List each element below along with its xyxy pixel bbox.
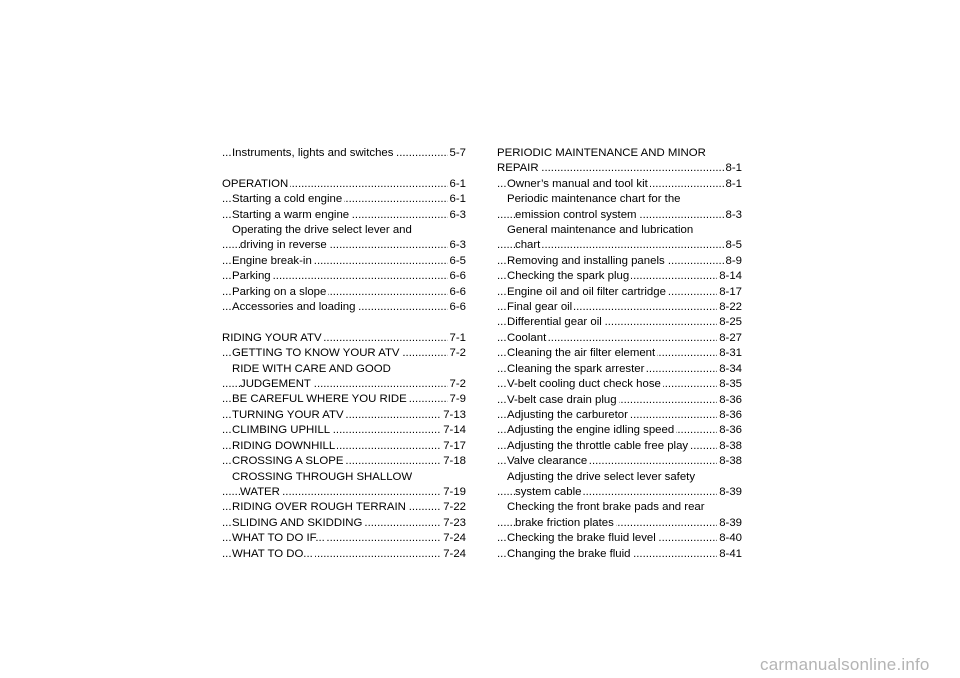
toc-entry-title: Engine break-in	[232, 254, 312, 267]
toc-entry-title: CLIMBING UPHILL	[232, 424, 331, 437]
toc-entry-title: GETTING TO KNOW YOUR ATV	[232, 347, 400, 360]
toc-entry-page: 7-22	[441, 500, 466, 515]
toc-entry-title: V-belt cooling duct check hose	[507, 378, 661, 391]
toc-entry-title: Owner’s manual and tool kit	[507, 177, 648, 190]
toc-entry-checking-the-spark-plug[interactable]	[497, 269, 742, 284]
toc-entry-page: 8-36	[717, 423, 742, 438]
toc-entry-title: CROSSING THROUGH SHALLOW	[232, 470, 413, 483]
toc-entry-be-careful-where-you-ride[interactable]	[222, 392, 466, 407]
toc-entry-page: 8-36	[717, 393, 742, 408]
toc-entry-title: RIDING YOUR ATV	[222, 331, 322, 344]
toc-entry-crossing-a-slope[interactable]	[222, 454, 466, 469]
toc-entry-adjusting-the-carburetor[interactable]	[497, 408, 742, 423]
toc-entry-title: REPAIR	[497, 162, 539, 175]
toc-entry-title: WHAT TO DO...	[232, 547, 313, 560]
toc-left-column	[222, 146, 466, 562]
toc-entry-coolant[interactable]	[497, 331, 742, 346]
toc-entry-page: 8-1	[724, 161, 742, 176]
toc-entry-engine-break-in[interactable]	[222, 254, 466, 269]
toc-entry-title: emission control system	[515, 208, 637, 221]
toc-spacer	[222, 315, 466, 330]
toc-entry-page: 7-2	[448, 346, 466, 361]
toc-entry-water[interactable]	[222, 485, 466, 500]
toc-entry-operation[interactable]	[222, 177, 466, 192]
toc-entry-title: General maintenance and lubrication	[507, 224, 694, 237]
toc-entry-riding-your-atv[interactable]	[222, 331, 466, 346]
toc-entry-title: Parking	[232, 270, 271, 283]
toc-entry-adjusting-the-drive-select-lever-safety[interactable]	[497, 470, 742, 485]
toc-entry-final-gear-oil[interactable]	[497, 300, 742, 315]
toc-entry-title: Accessories and loading	[232, 301, 356, 314]
toc-entry-v-belt-case-drain-plug[interactable]	[497, 393, 742, 408]
toc-entry-turning-your-atv[interactable]	[222, 408, 466, 423]
toc-entry-page: 7-17	[441, 439, 466, 454]
toc-entry-title: WATER	[240, 485, 280, 498]
toc-entry-riding-over-rough-terrain[interactable]	[222, 500, 466, 515]
toc-entry-page: 7-23	[441, 516, 466, 531]
toc-entry-page: 8-39	[717, 516, 742, 531]
toc-entry-title: RIDE WITH CARE AND GOOD	[232, 362, 391, 375]
toc-entry-driving-in-reverse[interactable]	[222, 238, 466, 253]
toc-entry-title: Engine oil and oil filter cartridge	[507, 285, 666, 298]
toc-entry-title: Valve clearance	[507, 455, 588, 468]
toc-entry-page: 7-14	[441, 423, 466, 438]
toc-entry-page: 8-38	[717, 439, 742, 454]
toc-entry-page: 8-9	[724, 254, 742, 269]
toc-entry-title: SLIDING AND SKIDDING	[232, 516, 363, 529]
toc-entry-adjusting-the-engine-idling-speed[interactable]	[497, 423, 742, 438]
toc-entry-what-to-do[interactable]	[222, 547, 466, 562]
toc-entry-page: 6-6	[448, 300, 466, 315]
toc-entry-title: Cleaning the air filter element	[507, 347, 656, 360]
toc-entry-periodic-maintenance-chart-for-the[interactable]	[497, 192, 742, 207]
toc-entry-instruments-lights-and-switches[interactable]	[222, 146, 466, 161]
toc-entry-title: Starting a warm engine	[232, 208, 350, 221]
toc-entry-title: Changing the brake fluid	[507, 547, 631, 560]
toc-entry-title: Checking the brake fluid level	[507, 532, 656, 545]
toc-entry-page: 7-24	[441, 547, 466, 562]
toc-entry-accessories-and-loading[interactable]	[222, 300, 466, 315]
toc-entry-title: CROSSING A SLOPE	[232, 455, 344, 468]
toc-entry-title: V-belt case drain plug	[507, 393, 617, 406]
toc-entry-page: 8-25	[717, 315, 742, 330]
toc-entry-page: 6-1	[448, 177, 466, 192]
toc-entry-general-maintenance-and-lubrication[interactable]	[497, 223, 742, 238]
toc-entry-checking-the-front-brake-pads-and-rear[interactable]	[497, 500, 742, 515]
toc-entry-page: 7-18	[441, 454, 466, 469]
toc-entry-riding-downhill[interactable]	[222, 439, 466, 454]
toc-entry-title: Checking the spark plug	[507, 270, 630, 283]
toc-entry-title: Parking on a slope	[232, 285, 327, 298]
toc-entry-title: Starting a cold engine	[232, 193, 343, 206]
toc-entry-parking[interactable]	[222, 269, 466, 284]
toc-entry-page: 8-22	[717, 300, 742, 315]
toc-entry-title: Cleaning the spark arrester	[507, 362, 645, 375]
toc-entry-page: 7-1	[448, 331, 466, 346]
toc-entry-title: RIDING DOWNHILL	[232, 439, 336, 452]
toc-entry-title: Periodic maintenance chart for the	[507, 193, 681, 206]
toc-entry-title: WHAT TO DO IF...	[232, 532, 325, 545]
toc-entry-page: 6-5	[448, 254, 466, 269]
toc-entry-title: BE CAREFUL WHERE YOU RIDE	[232, 393, 407, 406]
toc-entry-title: Removing and installing panels	[507, 254, 665, 267]
toc-entry-title: brake friction plates	[515, 516, 614, 529]
toc-entry-brake-friction-plates[interactable]	[497, 516, 742, 531]
toc-entry-v-belt-cooling-duct-check-hose[interactable]	[497, 377, 742, 392]
toc-entry-title: TURNING YOUR ATV	[232, 408, 344, 421]
toc-entry-page: 7-13	[441, 408, 466, 423]
toc-entry-parking-on-a-slope[interactable]	[222, 285, 466, 300]
toc-entry-operating-the-drive-select-lever-and[interactable]	[222, 223, 466, 238]
toc-entry-repair[interactable]	[497, 161, 742, 176]
toc-entry-page: 6-6	[448, 269, 466, 284]
toc-entry-page: 6-1	[448, 192, 466, 207]
toc-right-column	[497, 146, 742, 562]
toc-entry-page: 8-3	[724, 208, 742, 223]
toc-entry-page: 8-1	[724, 177, 742, 192]
toc-entry-title: RIDING OVER ROUGH TERRAIN	[232, 501, 406, 514]
toc-entry-page: 8-39	[717, 485, 742, 500]
toc-entry-page: 8-36	[717, 408, 742, 423]
toc-entry-page: 8-31	[717, 346, 742, 361]
toc-entry-page: 7-2	[448, 377, 466, 392]
toc-entry-title: Final gear oil	[507, 301, 573, 314]
toc-entry-title: Operating the drive select lever and	[232, 224, 412, 237]
toc-entry-judgement[interactable]	[222, 377, 466, 392]
toc-entry-title: OPERATION	[222, 177, 289, 190]
toc-entry-system-cable[interactable]	[497, 485, 742, 500]
toc-entry-periodic-maintenance-and-minor[interactable]	[497, 146, 742, 161]
toc-entry-title: JUDGEMENT	[240, 378, 311, 391]
toc-entry-page: 6-3	[448, 208, 466, 223]
toc-entry-owner-s-manual-and-tool-kit[interactable]	[497, 177, 742, 192]
toc-entry-page: 8-41	[717, 547, 742, 562]
toc-entry-chart[interactable]	[497, 238, 742, 253]
toc-entry-page: 8-35	[717, 377, 742, 392]
toc-entry-title: Checking the front brake pads and rear	[507, 501, 705, 514]
toc-entry-emission-control-system[interactable]	[497, 208, 742, 223]
toc-entry-page: 8-14	[717, 269, 742, 284]
toc-entry-cleaning-the-spark-arrester[interactable]	[497, 362, 742, 377]
toc-entry-page: 7-19	[441, 485, 466, 500]
toc-entry-sliding-and-skidding[interactable]	[222, 516, 466, 531]
toc-entry-title: chart	[515, 239, 541, 252]
toc-entry-climbing-uphill[interactable]	[222, 423, 466, 438]
toc-entry-removing-and-installing-panels[interactable]	[497, 254, 742, 269]
toc-entry-starting-a-warm-engine[interactable]	[222, 208, 466, 223]
toc-entry-getting-to-know-your-atv[interactable]	[222, 346, 466, 361]
toc-entry-title: Instruments, lights and switches	[232, 147, 394, 159]
toc-entry-page: 7-9	[448, 392, 466, 407]
toc-entry-page: 8-27	[717, 331, 742, 346]
toc-entry-starting-a-cold-engine[interactable]	[222, 192, 466, 207]
toc-entry-page: 8-5	[724, 238, 742, 253]
toc-entry-title: Coolant	[507, 331, 547, 344]
toc-entry-page: 8-40	[717, 531, 742, 546]
toc-entry-ride-with-care-and-good[interactable]	[222, 362, 466, 377]
toc-spacer	[222, 161, 466, 176]
toc-entry-page: 8-38	[717, 454, 742, 469]
toc-entry-cleaning-the-air-filter-element[interactable]	[497, 346, 742, 361]
toc-entry-what-to-do-if[interactable]	[222, 531, 466, 546]
watermark-text: carmanualsonline.info	[760, 655, 930, 674]
toc-entry-title: Adjusting the carburetor	[507, 408, 628, 421]
toc-entry-engine-oil-and-oil-filter-cartridge[interactable]	[497, 285, 742, 300]
toc-entry-title: Adjusting the throttle cable free play	[507, 439, 689, 452]
toc-entry-checking-the-brake-fluid-level[interactable]	[497, 531, 742, 546]
toc-entry-title: PERIODIC MAINTENANCE AND MINOR	[497, 147, 706, 159]
toc-entry-title: Adjusting the engine idling speed	[507, 424, 675, 437]
toc-entry-page: 8-17	[717, 285, 742, 300]
toc-entry-adjusting-the-throttle-cable-free-play[interactable]	[497, 439, 742, 454]
toc-entry-page: 6-6	[448, 285, 466, 300]
toc-entry-title: system cable	[515, 485, 582, 498]
toc-entry-title: Differential gear oil	[507, 316, 602, 329]
toc-entry-crossing-through-shallow[interactable]	[222, 470, 466, 485]
toc-entry-valve-clearance[interactable]	[497, 454, 742, 469]
toc-entry-page: 6-3	[448, 238, 466, 253]
toc-entry-page: 7-24	[441, 531, 466, 546]
toc-entry-title: driving in reverse	[240, 239, 327, 252]
toc-entry-page: 5-7	[448, 146, 466, 161]
toc-entry-differential-gear-oil[interactable]	[497, 315, 742, 330]
toc-entry-page: 8-34	[717, 362, 742, 377]
toc-entry-changing-the-brake-fluid[interactable]	[497, 547, 742, 562]
toc-entry-title: Adjusting the drive select lever safety	[507, 470, 696, 483]
